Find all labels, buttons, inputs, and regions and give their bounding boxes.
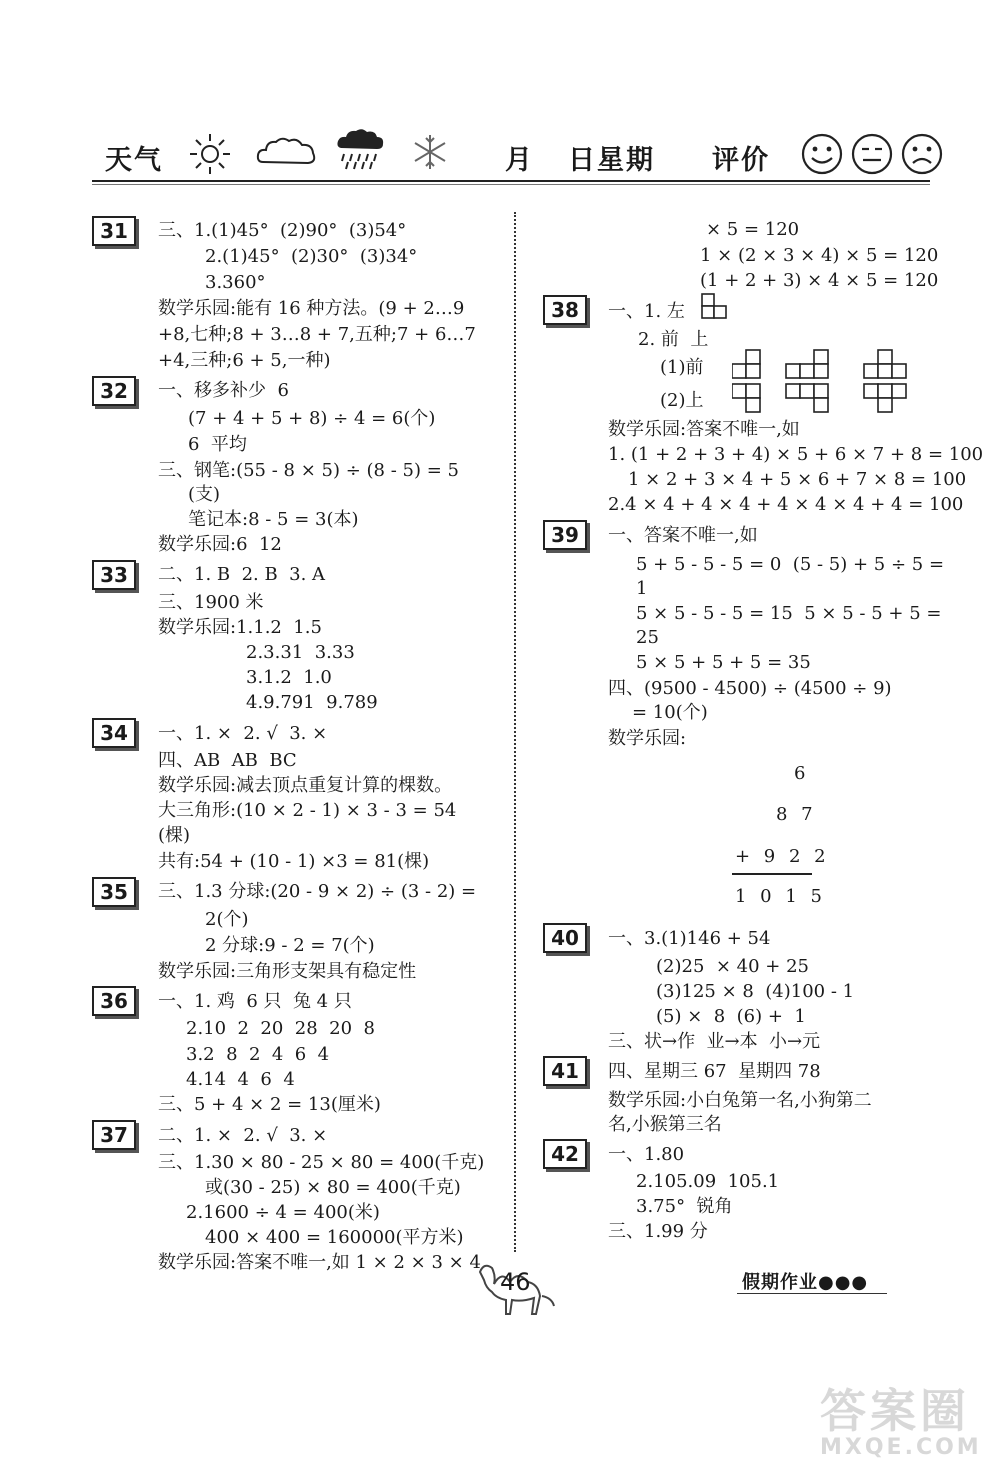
watermark-url: MXQE.COM (820, 1435, 982, 1460)
answer-line: (支) (188, 484, 221, 505)
answer-line: 名,小猴第三名 (608, 1114, 722, 1135)
answer-line: 1. (1 + 2 + 3 + 4) × 5 + 6 × 7 + 8 = 100 (608, 444, 984, 465)
answer-line: 一、1.80 (608, 1144, 685, 1165)
answer-line: (2)25 × 40 + 25 (656, 956, 809, 977)
answer-line: 一、移多补少 6 (158, 380, 289, 401)
section-number: 34 (92, 718, 136, 748)
answer-line: 数学乐园:答案不唯一,如 (608, 419, 800, 440)
answer-line: 数学乐园:三角形支架具有稳定性 (158, 961, 417, 982)
answer-line: 2.3.31 3.33 (246, 642, 355, 663)
section-number: 39 (543, 520, 587, 550)
answer-line: 400 × 400 = 160000(平方米) (205, 1227, 464, 1248)
section-number: 42 (543, 1139, 587, 1169)
answer-line: 数学乐园:答案不唯一,如 1 × 2 × 3 × 4 (158, 1252, 481, 1273)
neutral-face-icon (850, 132, 894, 176)
answer-line: 6 平均 (188, 434, 247, 455)
answer-line: 笔记本:8 - 5 = 3(本) (188, 509, 359, 530)
section-number: 41 (543, 1056, 587, 1086)
answer-line: 三、1.(1)45° (2)90° (3)54° (158, 220, 407, 241)
answer-line: 数学乐园:6 12 (158, 534, 282, 555)
page-number: 46 (500, 1268, 531, 1296)
answer-line: 2.4 × 4 + 4 × 4 + 4 × 4 × 4 + 4 = 100 (608, 494, 964, 515)
answer-line: (3)125 × 8 (4)100 - 1 (656, 981, 855, 1002)
answer-line: 数学乐园:能有 16 种方法。(9 + 2…9 (158, 298, 465, 319)
snowflake-icon (410, 132, 450, 172)
puzzle-row: 1 0 1 5 (735, 886, 826, 907)
answer-line: 三、5 + 4 × 2 = 13(厘米) (158, 1094, 381, 1115)
answer-line: 1 (636, 578, 648, 599)
answer-line: (1 + 2 + 3) × 4 × 5 = 120 (700, 270, 939, 291)
puzzle-row: 8 7 (776, 804, 817, 825)
header-rule (92, 180, 930, 182)
section-number: 36 (92, 986, 136, 1016)
answer-line: 4.9.791 9.789 (246, 692, 378, 713)
answer-line: = 10(个) (632, 702, 708, 723)
answer-line: 三、1900 米 (158, 592, 264, 613)
section-number: 35 (92, 877, 136, 907)
section-number: 37 (92, 1120, 136, 1150)
answer-line: 二、1. B 2. B 3. A (158, 564, 326, 585)
sad-face-icon (900, 132, 944, 176)
answer-line: 3.1.2 1.0 (246, 667, 332, 688)
footer-rule (737, 1293, 887, 1294)
section-number: 40 (543, 923, 587, 953)
answer-line: 数学乐园:减去顶点重复计算的棵数。 (158, 775, 453, 796)
answer-line: 二、1. × 2. √ 3. × (158, 1125, 328, 1146)
column-divider (514, 212, 516, 1252)
answer-line: (5) × 8 (6) + 1 (656, 1006, 806, 1027)
month-label: 月 (505, 145, 534, 176)
puzzle-row: + 9 2 2 (735, 846, 830, 867)
answer-line: 或(30 - 25) × 80 = 400(千克) (205, 1177, 461, 1198)
answer-line: 2 分球:9 - 2 = 7(个) (205, 935, 375, 956)
answer-line: 5 × 5 - 5 - 5 = 15 5 × 5 - 5 + 5 = (636, 603, 942, 624)
watermark-text: 答案圈 (820, 1384, 970, 1438)
answer-line: 大三角形:(10 × 2 - 1) × 3 - 3 = 54 (158, 800, 457, 821)
answer-line: 4.14 4 6 4 (186, 1069, 295, 1090)
front-view-shape-a (732, 350, 760, 412)
answer-line: 数学乐园: (608, 728, 687, 749)
answer-line: 共有:54 + (10 - 1) ×3 = 81(棵) (158, 851, 430, 872)
answer-line: 四、(9500 - 4500) ÷ (4500 ÷ 9) (608, 678, 892, 699)
answer-line: (2)上 (660, 390, 704, 411)
answer-line: 四、星期三 67 星期四 78 (608, 1061, 821, 1082)
answer-line: 1 × 2 + 3 × 4 + 5 × 6 + 7 × 8 = 100 (628, 469, 967, 490)
answer-line: 2.(1)45° (2)30° (3)34° (205, 246, 418, 267)
answer-line: +8,七种;8 + 3…8 + 7,五种;7 + 6…7 (158, 324, 476, 345)
answer-line: 三、1.3 分球:(20 - 9 × 2) ÷ (3 - 2) = (158, 881, 477, 902)
answer-line: 25 (636, 627, 659, 648)
answer-line: 3.360° (205, 272, 266, 293)
puzzle-row: 6 (794, 763, 810, 784)
smile-face-icon (800, 132, 844, 176)
answer-line: 三、1.30 × 80 - 25 × 80 = 400(千克) (158, 1152, 485, 1173)
answer-line: 2.10 2 20 28 20 8 (186, 1018, 375, 1039)
section-number: 33 (92, 560, 136, 590)
section-number: 38 (543, 295, 587, 325)
answer-line: 2.105.09 105.1 (636, 1171, 780, 1192)
header-rule-thin (92, 184, 930, 185)
rating-label: 评价 (712, 145, 770, 176)
answer-line: +4,三种;6 + 5,一种) (158, 350, 331, 371)
answer-line: × 5 = 120 (706, 219, 800, 240)
section-number: 31 (92, 216, 136, 246)
sun-icon (188, 132, 232, 176)
answer-line: 三、状→作 业→本 小→元 (608, 1031, 821, 1052)
answer-line: (1)前 (660, 357, 704, 378)
weather-label: 天气 (105, 145, 163, 176)
answer-line: 一、1. 左 (608, 301, 685, 322)
answer-line: (棵) (158, 825, 191, 846)
answer-line: 一、3.(1)146 + 54 (608, 928, 771, 949)
answer-line: 5 + 5 - 5 - 5 = 0 (5 - 5) + 5 ÷ 5 = (636, 554, 945, 575)
sum-line (732, 873, 812, 875)
answer-line: 1 × (2 × 3 × 4) × 5 = 120 (700, 245, 939, 266)
footer-badge: 假期作业●●● (742, 1272, 869, 1293)
cube-view-left-icon (700, 292, 730, 322)
answer-line: 2.1600 ÷ 4 = 400(米) (186, 1202, 380, 1223)
front-view-shape-b (786, 350, 828, 412)
answer-line: 数学乐园:小白兔第一名,小狗第二 (608, 1090, 872, 1111)
answer-line: 5 × 5 + 5 + 5 = 35 (636, 652, 811, 673)
answer-line: 三、1.99 分 (608, 1221, 708, 1242)
answer-line: 2. 前 上 (638, 329, 709, 350)
day-weekday-label: 日星期 (568, 145, 655, 176)
answer-line: 3.75° 锐角 (636, 1196, 733, 1217)
answer-line: 一、1. 鸡 6 只 兔 4 只 (158, 991, 352, 1012)
cloud-icon (255, 134, 319, 170)
answer-line: 2(个) (205, 909, 249, 930)
answer-line: 一、答案不唯一,如 (608, 525, 758, 546)
answer-line: 四、AB AB BC (158, 750, 297, 771)
answer-line: (7 + 4 + 5 + 8) ÷ 4 = 6(个) (188, 408, 436, 429)
cube-views-figure (732, 348, 922, 416)
rain-cloud-icon (335, 128, 385, 170)
front-view-shape-c (864, 350, 906, 412)
watermark (820, 1375, 982, 1460)
answer-line: 数学乐园:1.1.2 1.5 (158, 617, 322, 638)
answer-line: 3.2 8 2 4 6 4 (186, 1044, 330, 1065)
answer-line: 一、1. × 2. √ 3. × (158, 723, 328, 744)
section-number: 32 (92, 376, 136, 406)
answer-line: 三、钢笔:(55 - 8 × 5) ÷ (8 - 5) = 5 (158, 460, 459, 481)
